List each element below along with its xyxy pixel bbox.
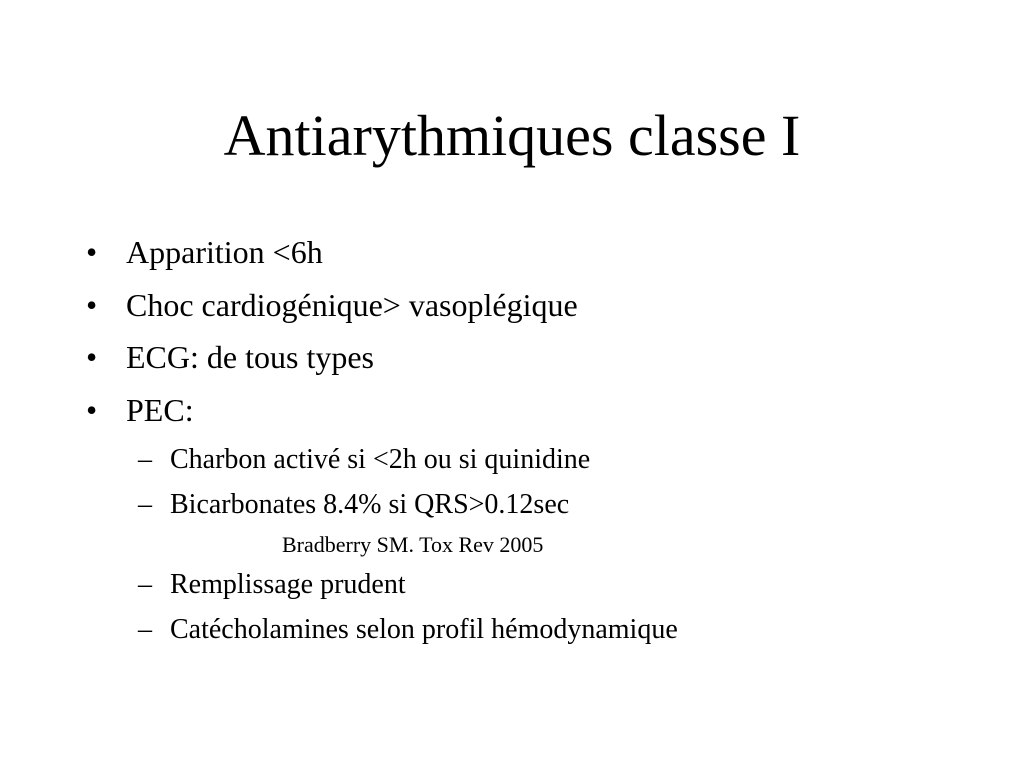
sub-item-bicarbonates bbox=[136, 483, 996, 528]
citation: Bradberry SM. Tox Rev 2005 bbox=[282, 532, 544, 558]
bullet-list bbox=[86, 226, 986, 650]
sub-bullet-text: Bicarbonates 8.4% si QRS>0.12sec bbox=[170, 488, 570, 520]
sub-bullet-mark: – bbox=[138, 613, 152, 645]
sub-bullet-list bbox=[136, 438, 996, 652]
sub-bullet-mark: – bbox=[138, 444, 152, 476]
bullet-text: Choc cardiogénique> vasoplégique bbox=[126, 286, 578, 323]
bullet-text: PEC: bbox=[126, 391, 194, 428]
sub-item-remplissage bbox=[136, 563, 996, 608]
sub-bullet-text: Charbon activé si <2h ou si quinidine bbox=[170, 444, 591, 476]
bullet-item-apparition bbox=[86, 226, 986, 279]
sub-item-charbon bbox=[136, 438, 996, 483]
bullet-mark: • bbox=[86, 391, 98, 428]
sub-bullet-text: Remplissage prudent bbox=[170, 569, 406, 601]
sub-bullet-mark: – bbox=[138, 488, 152, 520]
sub-bullet-mark: – bbox=[138, 569, 152, 601]
slide-title: Antiarythmiques classe I bbox=[223, 103, 801, 168]
bullet-text: Apparition <6h bbox=[126, 234, 323, 270]
bullet-text: ECG: de tous types bbox=[126, 339, 374, 376]
bullet-mark: • bbox=[86, 286, 98, 323]
bullet-item-pec bbox=[86, 384, 986, 651]
bullet-item-ecg bbox=[86, 331, 986, 384]
sub-bullet-text: Catécholamines selon profil hémodynamique bbox=[170, 613, 678, 645]
sub-item-catecholamines bbox=[136, 608, 996, 653]
bullet-item-choc bbox=[86, 279, 986, 332]
bullet-mark: • bbox=[86, 234, 98, 270]
bullet-mark: • bbox=[86, 339, 98, 376]
